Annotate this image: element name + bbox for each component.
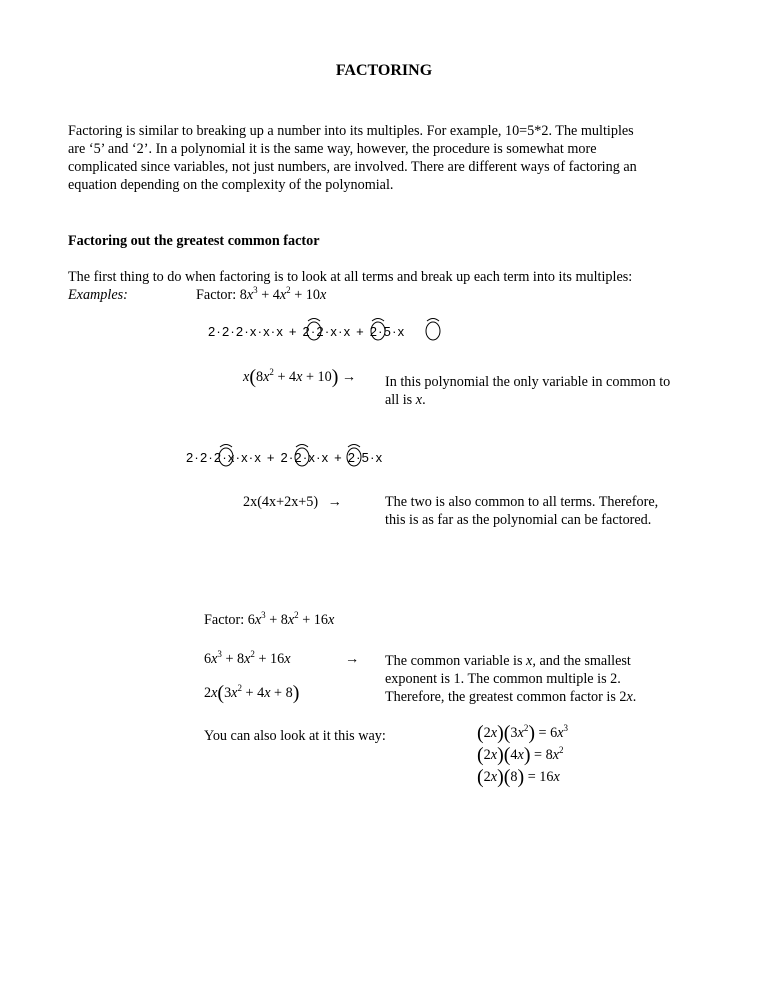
arrow-icon: → [345,651,360,667]
section-lead: The first thing to do when factoring is to look at all terms and break up each term into its multiples: [68,269,633,285]
note-line: The two is also common to all terms. Therefore, [385,494,659,510]
factor-label: Factor: [204,612,245,628]
page-title: FACTORING [335,62,433,79]
example1-expansion2: 2·2·2·x·x·x + 2·2·x·x + 2·5·x [186,450,384,465]
example1-result2 [243,493,342,511]
note-line: this is as far as the polynomial can be factored. [385,512,652,528]
intro-line: equation depending on the complexity of the polynomial. [68,177,394,193]
example2-note [385,652,636,706]
example2-prompt [204,611,334,629]
example2-line1: $6x^3 + 8x^2 + 16x$ [204,649,291,667]
note-line: In this polynomial the only variable in common to [385,374,671,390]
note-line: The common variable is x, and the smallest [385,653,631,669]
examples-label: Examples: [68,287,128,303]
note-line: all is x. [385,392,426,408]
check-line: (2x)(8) = 16x [477,766,560,788]
example2-alt-label: You can also look at it this way: [204,728,386,744]
arrow-icon: → [327,494,342,510]
section-heading: Factoring out the greatest common factor [68,233,320,249]
note-line: exponent is 1. The common multiple is 2. [385,671,621,687]
factor-label: Factor: [196,287,237,303]
example1-expression: $8x^3 + 4x^2 + 10x$ [239,285,327,303]
example1-note2 [385,493,658,529]
result2-text: 2x(4x+2x+5) [243,494,319,510]
example1-result1: $x(8x^2 + 4x + 10)$ → [243,366,357,388]
example1-expansion1: 2·2·2·x·x·x + 2·2·x·x + 2·5·x [208,324,406,339]
example2-line2: $2x(3x^2 + 4x + 8)$ [204,682,300,704]
example2-checks [477,722,568,788]
intro-line: Factoring is similar to breaking up a number into its multiples. For example, 10=5*2. The multiples [68,123,634,139]
check-line: $(2x)(4x) = 8x^2$ [477,744,564,766]
intro-line: are ‘5’ and ‘2’. In a polynomial it is the same way, however, the procedure is somewhat more [68,141,597,157]
example2-expression: $6x^3 + 8x^2 + 16x$ [247,610,335,628]
intro-line: complicated since variables, not just numbers, are involved. There are different ways of factoring an [68,159,637,175]
note-line: Therefore, the greatest common factor is 2x. [385,689,637,705]
check-line: $(2x)(3x^2) = 6x^3$ [477,722,568,744]
